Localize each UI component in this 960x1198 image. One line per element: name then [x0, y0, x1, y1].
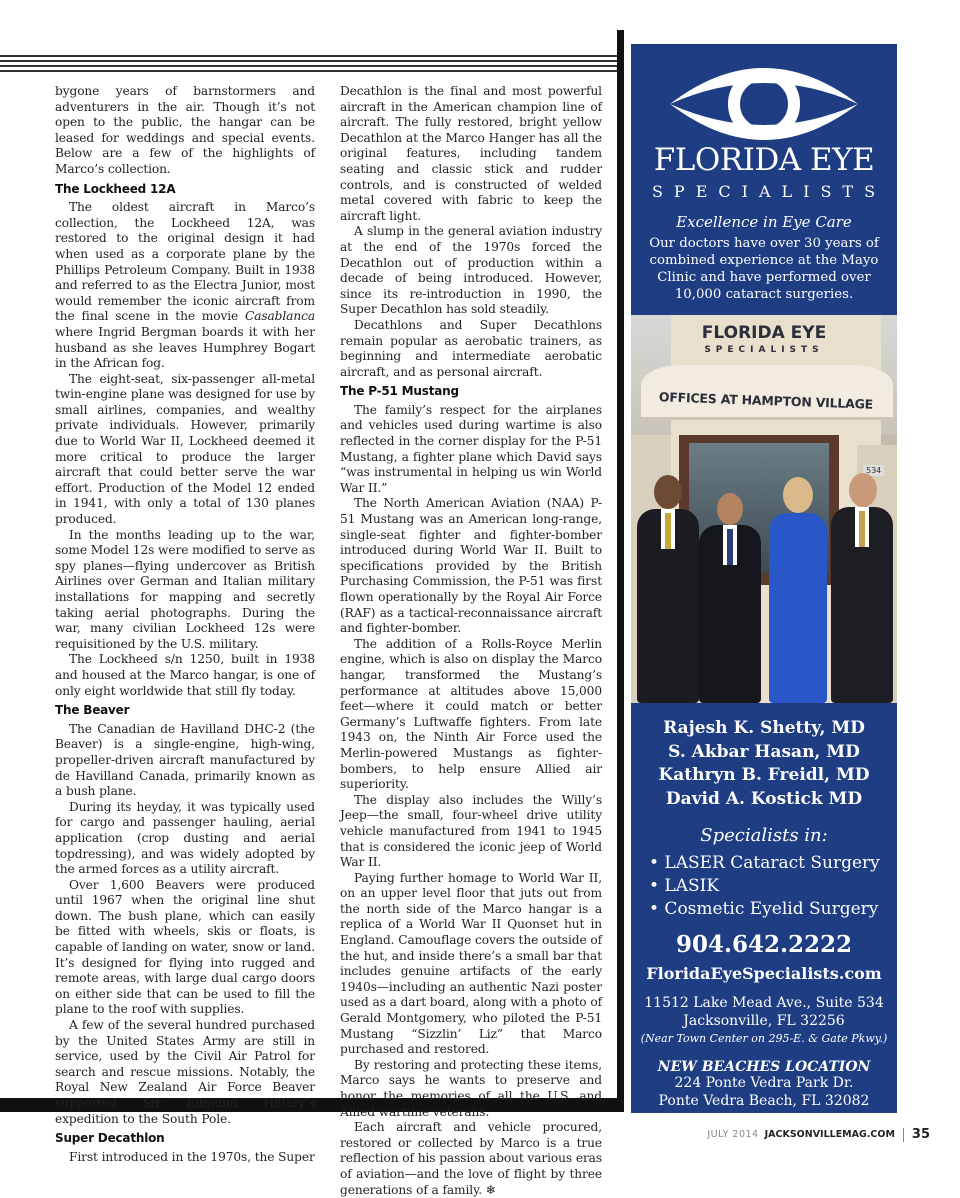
article-column-1 — [55, 84, 315, 1165]
footer-divider — [903, 1128, 904, 1142]
movie-title: Casablanca — [244, 309, 315, 324]
doctor-figure — [637, 475, 699, 703]
doctor-names — [631, 717, 897, 811]
doctor-figure — [831, 473, 893, 703]
suite-number: 534 — [863, 465, 884, 476]
end-mark-icon: ❄ — [485, 1182, 496, 1197]
top-rule-2 — [0, 60, 617, 62]
specialty-item: • LASER Cataract Surgery — [649, 853, 880, 873]
article-column-2 — [340, 84, 602, 1198]
top-rule-1 — [0, 55, 617, 57]
eye-logo-icon — [664, 58, 864, 140]
doctor-figure — [765, 477, 831, 703]
address-line: Ponte Vedra Beach, FL 32082 — [658, 1092, 870, 1109]
website-link[interactable]: FloridaEyeSpecialists.com — [646, 964, 882, 983]
paragraph: Paying further homage to World War II, on an upper level floor that juts out from the north side of the Marco hangar is a replica of a World War II Quonset hut in England. Camouflage covers the outside of the hut, and inside there’s a small bar that includes genuine artifacts of the early 1940s—including an authentic Nazi poster used as a dart board, along with a photo of Gerald Montgomery, who piloted the P-51 Mustang “Sizzlin’ Liz” that Marco purchased and restored. — [340, 870, 602, 1057]
florida-eye-ad[interactable] — [631, 44, 897, 1113]
specialists-heading: Specialists in: — [700, 825, 828, 846]
brand-name: FLORIDA EYE — [653, 142, 875, 178]
paragraph: A slump in the general aviation industry at the end of the 1970s forced the Decathlon out of production within a decade of being introduced. However, since its re-introduction in 1990, the Super Decathlon has sold steadily. — [340, 224, 602, 317]
new-location-heading: NEW BEACHES LOCATION — [657, 1059, 871, 1075]
awning-sign: OFFICES AT HAMPTON VILLAGE — [658, 389, 874, 412]
specialty-item: • Cosmetic Eyelid Surgery — [649, 899, 879, 919]
top-rule-4 — [0, 70, 617, 72]
main-address — [631, 995, 897, 1030]
top-rule-3 — [0, 65, 617, 67]
paragraph: The Canadian de Havilland DHC-2 (the Beaver) is a single-engine, high-wing, propeller-driven aircraft manufactured by de Havilland Canada, primarily known as a bush plane. — [55, 721, 315, 799]
building-sign: FLORIDA EYE — [701, 323, 827, 343]
address-line: Jacksonville, FL 32256 — [683, 1012, 845, 1029]
paragraph: The eight-seat, six-passenger all-metal twin-engine plane was designed for use by small airlines, companies, and wealthy private individuals. However, primarily due to World War II, Lockheed deemed it more critical to produce the larger aircraft that could better serve the war effort. Production of the Model 12 ended in 1941, with only a total of 130 planes produced. — [55, 371, 315, 527]
office-staff-photo — [631, 315, 897, 703]
section-heading: The P-51 Mustang — [340, 384, 459, 399]
paragraph: Decathlon is the final and most powerful aircraft in the American champion line of aircraft. The fully restored, bright yellow Decathlon at the Marco Hanger has all the original features, including tandem seating and classic stick and rudder controls, and is constructed of welded metal covered with fabric to keep the aircraft light. — [340, 84, 602, 223]
doctor-name: Kathryn B. Freidl, MD — [658, 765, 870, 785]
paragraph: A few of the several hundred purchased by the United States Army are still in service, used by the Civil Air Patrol for search and rescue missions. Notably, the Royal New Zealand Air Force Beaver supported Sir Edmund Hillary’s expedition to the South Pole. — [55, 1018, 315, 1126]
paragraph: Each aircraft and vehicle procured, restored or collected by Marco is a true reflection of his passion about various eras of aviation—and the love of flight by three generations of a family. ❄ — [340, 1120, 602, 1197]
new-location-address — [631, 1075, 897, 1110]
paragraph: In the months leading up to the war, some Model 12s were modified to serve as spy planes—flying undercover as British Airlines over German and Italian military installations for mapping and secretly taking aerial photographs. During the war, many civilian Lockheed 12s were requisitioned by the U.S. military. — [55, 527, 315, 651]
paragraph: The Lockheed s/n 1250, built in 1938 and housed at the Marco hangar, is one of only eight worldwide that still fly today. — [55, 652, 315, 698]
paragraph: During its heyday, it was typically used for cargo and passenger hauling, aerial application (crop dusting and aerial topdressing), and was widely adopted by the armed forces as a utility aircraft. — [55, 799, 315, 877]
paragraph: The display also includes the Willy’s Jeep—the small, four-wheel drive utility vehicle manufactured from 1941 to 1945 that is considered the iconic jeep of World War II. — [340, 792, 602, 870]
brand-subtitle: SPECIALISTS — [651, 182, 887, 201]
ad-blurb: Our doctors have over 30 years of combined experience at the Mayo Clinic and have performed over 10,000 cataract surgeries. — [649, 236, 879, 302]
paragraph: The family’s respect for the airplanes and vehicles used during wartime is also reflected in the corner display for the P-51 Mustang, a fighter plane which David says “was instrumental in helping us win World War II.” — [340, 402, 602, 495]
section-heading: Super Decathlon — [55, 1131, 165, 1146]
address-note: (Near Town Center on 295-E. & Gate Pkwy.) — [640, 1032, 888, 1045]
paragraph: bygone years of barnstormers and adventurers in the air. Though it’s not open to the public, the hangar can be leased for weddings and special events. Below are a few of the highlights of Marco’s collection. — [55, 84, 315, 176]
page-number: 35 — [911, 1127, 930, 1142]
section-heading: The Lockheed 12A — [55, 181, 176, 196]
specialty-item: • LASIK — [649, 876, 720, 896]
building-sign-sub: SPECIALISTS — [704, 345, 824, 355]
phone-number[interactable]: 904.642.2222 — [675, 931, 853, 958]
page-footer — [707, 1127, 930, 1142]
paragraph: The addition of a Rolls-Royce Merlin engine, which is also on display the Marco hangar, transformed the Mustang’s performance at altitudes above 15,000 feet—where it could match or better Germany’s Luftwaffe fighters. From late 1943 on, the Ninth Air Force used the Merlin-powered Mustangs as fighter-bombers, to help ensure Allied air superiority. — [340, 636, 602, 792]
magazine-site[interactable]: JACKSONVILLEMAG.COM — [764, 1129, 895, 1140]
address-line: 224 Ponte Vedra Park Dr. — [674, 1075, 854, 1091]
paragraph: First introduced in the 1970s, the Super — [69, 1149, 315, 1164]
address-line: 11512 Lake Mead Ave., Suite 534 — [644, 995, 884, 1011]
doctor-name: Rajesh K. Shetty, MD — [663, 718, 865, 738]
doctor-name: S. Akbar Hasan, MD — [668, 741, 860, 762]
vertical-divider — [617, 30, 624, 1112]
paragraph: Decathlons and Super Decathlons remain popular as aerobatic trainers, as beginning and intermediate aerobatic aircraft, and as personal aircraft. — [340, 317, 602, 379]
issue-date: JULY 2014 — [707, 1129, 759, 1140]
paragraph: By restoring and protecting these items, Marco says he wants to preserve and honor the memories of all the U.S. and Allied wartime veterans. — [340, 1057, 602, 1119]
paragraph: The North American Aviation (NAA) P-51 Mustang was an American long-range, single-seat fighter and fighter-bomber introduced during World War II. Built to specifications provided by the British Purchasing Commission, the P-51 was first flown operationally by the Royal Air Force (RAF) as a tactical-reconnaissance aircraft and fighter-bomber. — [340, 496, 602, 636]
doctor-figure — [699, 493, 761, 703]
paragraph: The oldest aircraft in Marco’s collection, the Lockheed 12A, was restored to the original design it had when used as a corporate plane by the Phillips Petroleum Company. Built in 1938 and referred to as the Electra Junior, most would remember the iconic aircraft from the final scene in the movie Casablanca where Ingrid Bergman boards it with her husband as she leaves Humphrey Bogart in the African fog. — [55, 200, 315, 371]
section-heading: The Beaver — [55, 703, 130, 718]
doctor-name: David A. Kostick MD — [665, 788, 863, 809]
paragraph: Over 1,600 Beavers were produced until 1967 when the original line shut down. The bush plane, which can easily be fitted with wheels, skis or floats, is capable of landing on water, snow or land. It’s designed for flying into rugged and remote areas, with large dual cargo doors on either side that can be used to fill the plane to the roof with supplies. — [55, 877, 315, 1017]
tagline: Excellence in Eye Care — [676, 213, 852, 231]
specialties-list — [631, 852, 897, 921]
